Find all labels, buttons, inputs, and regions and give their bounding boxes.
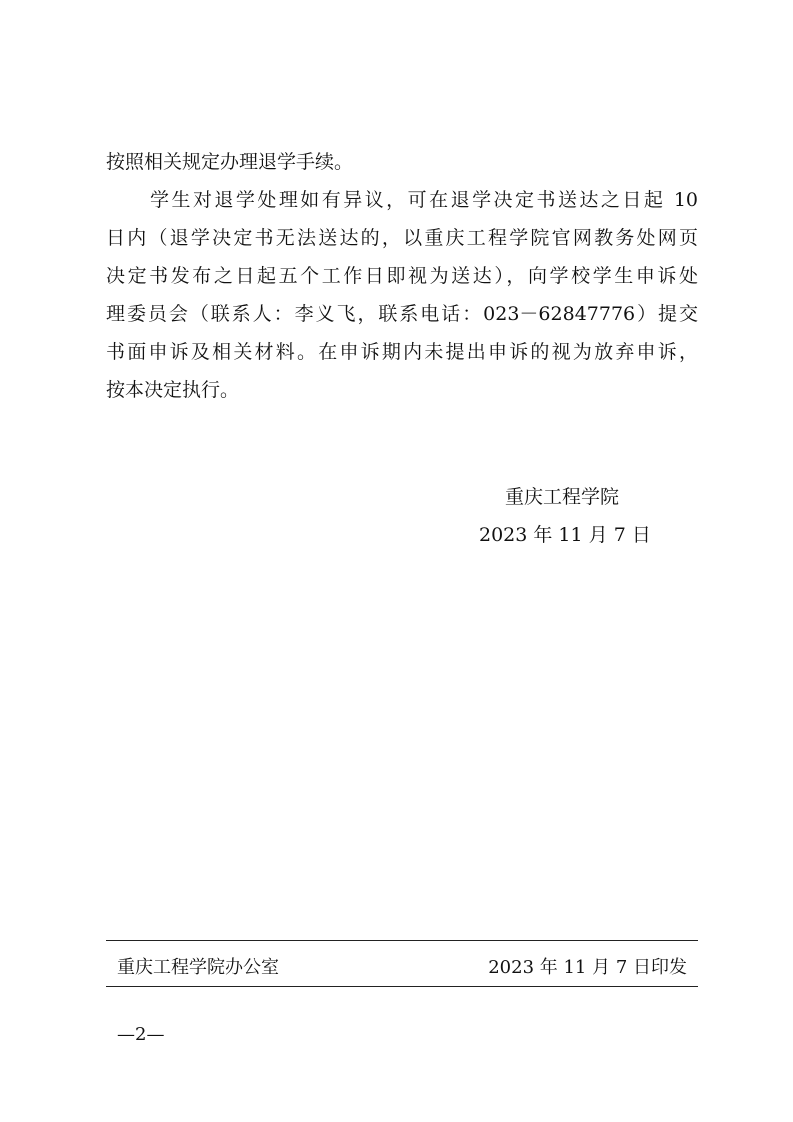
footer-issue-date: 2023 年 11 月 7 日印发 [488, 957, 687, 978]
body-line-2: 学生对退学处理如有异议，可在退学决定书送达之日起 10 [150, 189, 698, 211]
body-line-6: 书面申诉及相关材料。在申诉期内未提出申诉的视为放弃申诉， [106, 341, 698, 363]
body-line-5: 理委员会（联系人：李义飞，联系电话：023－62847776）提交 [106, 303, 698, 325]
footer-bottom-rule [106, 986, 698, 987]
footer-top-rule [106, 940, 698, 941]
body-line-7: 按本决定执行。 [106, 379, 240, 401]
page-number: —2— [117, 1024, 165, 1045]
body-line-4: 决定书发布之日起五个工作日即视为送达），向学校学生申诉处 [106, 265, 698, 287]
body-line-3: 日内（退学决定书无法送达的，以重庆工程学院官网教务处网页 [106, 227, 698, 249]
signature-date: 2023 年 11 月 7 日 [479, 524, 651, 546]
signature-org: 重庆工程学院 [505, 486, 620, 508]
footer-issuer: 重庆工程学院办公室 [117, 957, 279, 978]
body-line-1: 按照相关规定办理退学手续。 [106, 151, 354, 173]
